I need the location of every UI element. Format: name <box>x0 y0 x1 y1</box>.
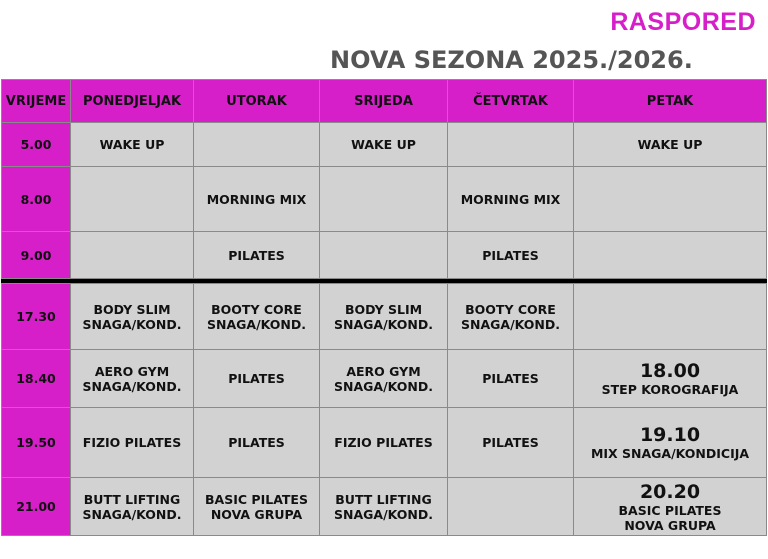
class-cell-wednesday <box>320 123 448 167</box>
class-cell-thursday <box>448 167 574 232</box>
class-cell-friday <box>574 408 767 478</box>
class-cell-tuesday <box>194 284 320 350</box>
class-name: MIX SNAGA/KONDICIJA <box>590 446 750 461</box>
class-cell-friday <box>574 284 767 350</box>
class-name: SNAGA/KOND. <box>461 316 560 332</box>
class-name: AERO GYM <box>94 363 170 379</box>
class-cell-monday <box>71 478 194 536</box>
class-name: BASIC PILATES <box>618 502 722 518</box>
class-name: WAKE UP <box>99 137 165 152</box>
class-cell-monday <box>71 167 194 232</box>
time-cell: 8.00 <box>2 167 71 232</box>
class-name: PILATES <box>228 371 285 386</box>
time-cell: 9.00 <box>2 232 71 279</box>
schedule-table <box>1 79 767 536</box>
table-row <box>2 350 767 408</box>
class-name: FIZIO PILATES <box>82 435 182 450</box>
col-header-monday: PONEDJELJAK <box>71 80 194 123</box>
class-name: SNAGA/KOND. <box>82 378 182 394</box>
class-cell-tuesday <box>194 232 320 279</box>
class-cell-monday <box>71 408 194 478</box>
class-name: PILATES <box>228 435 285 450</box>
class-cell-tuesday <box>194 167 320 232</box>
class-name: SNAGA/KOND. <box>82 316 182 332</box>
time-cell: 17.30 <box>2 284 71 350</box>
class-cell-monday <box>71 232 194 279</box>
class-cell-tuesday <box>194 478 320 536</box>
class-cell-tuesday <box>194 123 320 167</box>
class-cell-monday <box>71 284 194 350</box>
class-cell-friday <box>574 478 767 536</box>
season-subtitle: NOVA SEZONA 2025./2026. <box>330 46 693 74</box>
col-header-friday: PETAK <box>574 80 767 123</box>
class-name: MORNING MIX <box>460 191 561 207</box>
class-cell-wednesday <box>320 284 448 350</box>
time-cell: 18.40 <box>2 350 71 408</box>
page-title: RASPORED <box>610 8 756 36</box>
class-name: MORNING MIX <box>206 191 307 207</box>
class-cell-thursday <box>448 408 574 478</box>
class-name: NOVA GRUPA <box>210 506 303 522</box>
class-name: BUTT LIFTING <box>335 491 432 507</box>
class-name: AERO GYM <box>346 363 421 379</box>
class-cell-friday <box>574 350 767 408</box>
class-cell-monday <box>71 350 194 408</box>
class-name: SNAGA/KOND. <box>334 378 433 394</box>
class-name: PILATES <box>482 371 539 386</box>
time-cell: 5.00 <box>2 123 71 167</box>
class-start-time: 18.00 <box>639 360 701 382</box>
class-name: BOOTY CORE <box>211 301 302 317</box>
table-row <box>2 123 767 167</box>
class-cell-tuesday <box>194 408 320 478</box>
class-start-time: 20.20 <box>639 480 701 503</box>
class-name: STEP KOROGRAFIJA <box>601 382 739 397</box>
class-cell-wednesday <box>320 232 448 279</box>
class-name: SNAGA/KOND. <box>334 316 433 332</box>
class-name: SNAGA/KOND. <box>82 506 182 522</box>
class-name: BOOTY CORE <box>465 301 556 317</box>
table-row <box>2 167 767 232</box>
class-name: BODY SLIM <box>344 301 423 317</box>
time-cell: 19.50 <box>2 408 71 478</box>
class-cell-monday <box>71 123 194 167</box>
class-cell-friday <box>574 167 767 232</box>
col-header-thursday: ČETVRTAK <box>448 80 574 123</box>
class-name: PILATES <box>228 247 285 263</box>
class-start-time: 19.10 <box>639 424 701 446</box>
class-name: WAKE UP <box>637 137 703 152</box>
class-name: BUTT LIFTING <box>83 491 181 507</box>
table-row <box>2 232 767 279</box>
class-name: BASIC PILATES <box>205 491 308 507</box>
class-cell-thursday <box>448 123 574 167</box>
class-name: NOVA GRUPA <box>624 517 716 533</box>
class-cell-wednesday <box>320 350 448 408</box>
class-name: WAKE UP <box>351 137 416 152</box>
col-header-tuesday: UTORAK <box>194 80 320 123</box>
class-cell-wednesday <box>320 478 448 536</box>
class-cell-friday <box>574 232 767 279</box>
class-name: SNAGA/KOND. <box>207 316 306 332</box>
class-cell-thursday <box>448 232 574 279</box>
time-cell: 21.00 <box>2 478 71 536</box>
schedule-body <box>2 123 767 536</box>
class-cell-thursday <box>448 350 574 408</box>
class-cell-wednesday <box>320 167 448 232</box>
class-name: FIZIO PILATES <box>334 435 433 450</box>
class-cell-tuesday <box>194 350 320 408</box>
table-row <box>2 478 767 536</box>
class-cell-thursday <box>448 284 574 350</box>
col-header-wednesday: SRIJEDA <box>320 80 448 123</box>
class-name: BODY SLIM <box>93 301 171 317</box>
class-cell-thursday <box>448 478 574 536</box>
table-row <box>2 408 767 478</box>
class-name: PILATES <box>482 435 539 450</box>
table-row <box>2 284 767 350</box>
class-cell-friday <box>574 123 767 167</box>
header-row <box>2 80 767 123</box>
class-cell-wednesday <box>320 408 448 478</box>
col-header-time: VRIJEME <box>2 80 71 123</box>
class-name: SNAGA/KOND. <box>334 506 433 522</box>
class-name: PILATES <box>482 247 539 263</box>
